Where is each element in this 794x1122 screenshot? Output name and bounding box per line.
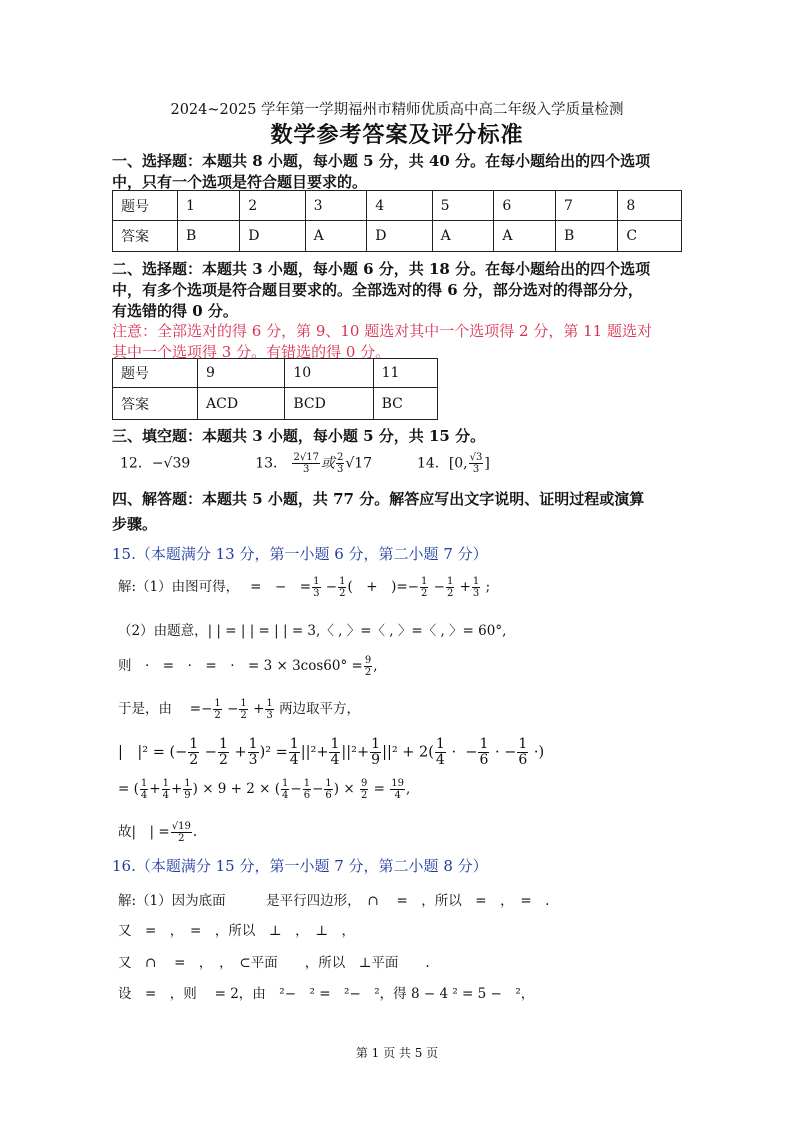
frac-one-half: $\frac{1}{2}$: [218, 736, 228, 768]
section1-line2: 中，只有一个选项是符合题目要求的。: [112, 173, 368, 191]
frac-one-half: $\frac{1}{2}$: [339, 576, 346, 599]
table-cell: BCD: [285, 388, 373, 420]
table-cell: C: [618, 221, 682, 252]
frac-nineteen-quarter: $\frac{19}{4}$: [391, 778, 404, 801]
table-cell: BC: [373, 388, 437, 420]
q15-line6: = ( $\frac{1}{4}$ + $\frac{1}{4}$ + $\frac{1}{9}$ ) × 9 + 2 × ( $\frac{1}{4}$ − $\frac{1}{6}$ − $\frac{1}{6}$ ) × $\frac{9}{2}$ = $\frac{19}{4}$ ,: [118, 778, 411, 801]
table-cell: 1: [178, 191, 240, 221]
q16-line2: 又 = ， = ，所以 ⊥ ， ⊥ ，: [118, 923, 356, 939]
answer-table-2: [112, 358, 438, 420]
table-cell: D: [367, 221, 432, 252]
table-row-header: 答案: [113, 388, 198, 420]
exam-header: 2024~2025 学年第一学期福州市精师优质高中高二年级入学质量检测: [170, 102, 624, 118]
frac-one-half: $\frac{1}{2}$: [214, 698, 221, 721]
section2-line2: 中，有多个选项是符合题目要求的。全部选对的得 6 分，部分选对的得部分分，: [112, 281, 643, 299]
q15-line5: | |² = (− $\frac{1}{2}$ − $\frac{1}{2}$ + $\frac{1}{3}$ )² = $\frac{1}{4}$ ||²+ $\frac{1}{4}$ ||²+ $\frac{1}{9}$ ||² + 2( $\frac{1}{4}$ · − $\frac{1}{6}$ · − $\frac{1}{6}$ ·): [118, 736, 545, 768]
q15-line1-tail: ( + )=−: [347, 579, 419, 595]
section4-line1: 四、解答题：本题共 5 小题，共 77 分。解答应写出文字说明、证明过程或演算: [112, 490, 645, 508]
frac-one-half: $\frac{1}{2}$: [446, 576, 454, 599]
q15-heading: 15.（本题满分 13 分，第一小题 6 分，第二小题 7 分）: [112, 545, 488, 563]
table-row-header: 题号: [113, 359, 198, 388]
q16-line3: 又 ∩ = ， ， ⊂平面 ，所以 ⊥平面 .: [118, 955, 430, 971]
frac-one-quarter: $\frac{1}{4}$: [282, 778, 289, 801]
table-cell: 4: [367, 191, 432, 221]
q16-line4: 设 = ，则 = 2，由 ²− ² = ²− ²，得 8 − 4 ² = 5 − ²，: [118, 986, 535, 1002]
answer-14-fraction: $\frac{√3}{3}$: [469, 452, 483, 475]
frac-one-sixth: $\frac{1}{6}$: [479, 736, 489, 768]
q15-line7: 故| | = $\frac{√19}{2}$ .: [118, 821, 198, 844]
table-cell: 5: [432, 191, 494, 221]
frac-one-ninth: $\frac{1}{9}$: [371, 736, 381, 768]
table-row-header: 题号: [113, 191, 178, 221]
answer-table-1: [112, 190, 682, 252]
table-cell: 3: [305, 191, 367, 221]
answer-13-or: 或: [320, 455, 335, 472]
section2-note-line2: 其中一个选项得 3 分。有错选的得 0 分。: [112, 343, 391, 361]
q16-line1: 解:（1）因为底面 是平行四边形， ∩ = ，所以 = ， = .: [118, 893, 550, 909]
answer-12: −√39: [151, 455, 191, 472]
page-title: 数学参考答案及评分标准: [270, 122, 524, 148]
table-cell: 2: [240, 191, 305, 221]
section1-line1: 一、选择题：本题共 8 小题，每小题 5 分，共 40 分。在每小题给出的四个选项: [112, 152, 651, 170]
table-row-header: 答案: [113, 221, 178, 252]
q15-line5-text: | |² = (−: [118, 744, 188, 761]
section2-note-line1: 注意：全部选对的得 6 分，第 9、10 题选对其中一个选项得 2 分，第 11 题选对: [112, 322, 652, 340]
frac-nine-half: $\frac{9}{2}$: [364, 655, 372, 678]
q15-line4-text: 于是，由 =−: [118, 701, 213, 717]
frac-one-third: $\frac{1}{3}$: [266, 698, 273, 721]
frac-one-half: $\frac{1}{2}$: [189, 736, 199, 768]
table-cell: 10: [285, 359, 373, 388]
table-cell: A: [305, 221, 367, 252]
section3-line1: 三、填空题：本题共 3 小题，每小题 5 分，共 15 分。: [112, 427, 486, 445]
q15-line2: （2）由题意，| | = | | = | | = 3,〈 , 〉=〈 , 〉=〈 , 〉= 60°,: [118, 623, 507, 639]
frac-one-sixth: $\frac{1}{6}$: [518, 736, 528, 768]
q15-line3: 则 · = · = · = 3 × 3cos60° = $\frac{9}{2}$ ,: [118, 655, 378, 678]
q15-line1-text: 解:（1）由图可得， = − =: [118, 579, 312, 595]
frac-one-half: $\frac{1}{2}$: [240, 698, 247, 721]
frac-one-quarter: $\frac{1}{4}$: [330, 736, 340, 768]
q16-heading: 16.（本题满分 15 分，第一小题 7 分，第二小题 8 分）: [112, 857, 488, 875]
frac-one-quarter: $\frac{1}{4}$: [289, 736, 299, 768]
answer-14-label: 14．: [416, 455, 449, 472]
section2-line1: 二、选择题：本题共 3 小题，每小题 6 分，共 18 分。在每小题给出的四个选项: [112, 260, 651, 278]
table-cell: 6: [494, 191, 556, 221]
section4-line2: 步骤。: [112, 515, 158, 533]
answer-13-fraction: $\frac{2√17}{3}$: [293, 452, 319, 475]
answer-13-label: 13．: [255, 455, 288, 472]
frac-one-third: $\frac{1}{3}$: [472, 576, 480, 599]
table-cell: A: [494, 221, 556, 252]
q15-line1: 解:（1）由图可得， = − = $\frac{1}{3}$ − $\frac{1}{2}$ ( + )=− $\frac{1}{2}$ − $\frac{1}{2}$ + $\frac{1}{3}$ ;: [118, 576, 491, 599]
q15-line4-tail: 两边取平方，: [279, 701, 361, 717]
q15-line3-text: 则 · = · = · = 3 × 3cos60° =: [118, 658, 363, 674]
q15-line6-text: = (: [118, 781, 139, 797]
table-cell: B: [556, 221, 618, 252]
table-cell: 7: [556, 191, 618, 221]
frac-one-sixth: $\frac{1}{6}$: [325, 778, 332, 801]
frac-one-third: $\frac{1}{3}$: [248, 736, 258, 768]
table-cell: 11: [373, 359, 437, 388]
section2-line3: 有选错的得 0 分。: [112, 302, 238, 320]
q15-line4: 于是，由 =− $\frac{1}{2}$ − $\frac{1}{2}$ + $\frac{1}{3}$ 两边取平方，: [118, 698, 361, 721]
frac-one-half: $\frac{1}{2}$: [420, 576, 428, 599]
answer-12-label: 12．: [120, 455, 152, 472]
table-cell: D: [240, 221, 305, 252]
answer-13-fraction-2: $\frac{2}{3}$: [336, 452, 344, 475]
frac-one-quarter: $\frac{1}{4}$: [140, 778, 148, 801]
answer-13-tail: √17: [345, 455, 373, 472]
table-cell: ACD: [198, 388, 285, 420]
q15-line7-text: 故| | =: [118, 824, 170, 840]
frac-one-ninth: $\frac{1}{9}$: [184, 778, 191, 801]
answer-14-open: [0,: [448, 455, 468, 472]
page-footer: 第 1 页 共 5 页: [355, 1046, 439, 1060]
answer-14-close: ]: [484, 455, 490, 472]
fill-in-answers: [120, 452, 490, 475]
table-cell: 9: [198, 359, 285, 388]
table-cell: B: [178, 221, 240, 252]
table-cell: A: [432, 221, 494, 252]
frac-one-sixth: $\frac{1}{6}$: [303, 778, 311, 801]
frac-root19-half: $\frac{√19}{2}$: [171, 821, 191, 844]
frac-one-quarter: $\frac{1}{4}$: [435, 736, 445, 768]
frac-one-third: $\frac{1}{3}$: [313, 576, 320, 599]
frac-one-quarter: $\frac{1}{4}$: [162, 778, 169, 801]
table-cell: 8: [618, 191, 682, 221]
frac-nine-half: $\frac{9}{2}$: [360, 778, 368, 801]
